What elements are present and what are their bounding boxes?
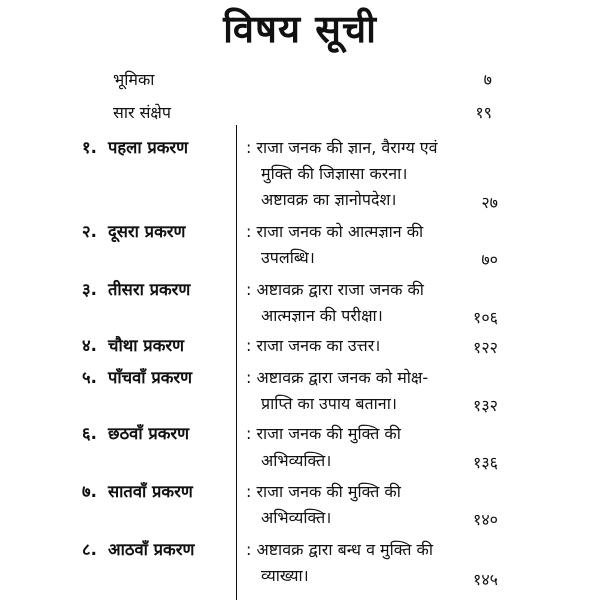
chapter-number: ३. xyxy=(82,280,97,299)
chapter-number: ५. xyxy=(82,368,97,387)
chapter-number: १. xyxy=(82,138,97,157)
chapter-page: ७० xyxy=(481,250,498,269)
chapter-description-line: उपलब्धि। xyxy=(261,248,315,267)
chapter-description-line: : राजा जनक की मुक्ति की xyxy=(246,424,401,443)
chapter-description-line: आत्मज्ञान की परीक्षा। xyxy=(261,306,383,325)
intro-page-bhumika: ७ xyxy=(483,70,492,89)
chapter-page: १२२ xyxy=(473,338,498,357)
chapter-page: १०६ xyxy=(473,308,498,327)
chapter-name: सातवाँ प्रकरण xyxy=(108,482,193,501)
chapter-description-line: : राजा जनक को आत्मज्ञान की xyxy=(246,222,424,241)
chapter-page: १४५ xyxy=(473,570,498,589)
chapter-page: १३६ xyxy=(473,453,498,472)
chapter-name: तीसरा प्रकरण xyxy=(108,280,191,299)
chapter-number: ४. xyxy=(82,336,97,355)
chapter-number: ८. xyxy=(82,540,97,559)
chapter-page: १४० xyxy=(473,510,498,529)
chapter-description-line: : अष्टावक्र द्वारा जनक को मोक्ष- xyxy=(246,368,429,387)
chapter-description-line: : राजा जनक की ज्ञान, वैराग्य एवं xyxy=(246,138,438,157)
chapter-name: आठवाँ प्रकरण xyxy=(108,540,195,559)
intro-label-bhumika: भूमिका xyxy=(113,70,155,89)
chapter-number: ७. xyxy=(82,482,97,501)
chapter-number: ६. xyxy=(82,424,97,443)
chapter-number: २. xyxy=(82,222,97,241)
chapter-description-line: : अष्टावक्र द्वारा राजा जनक की xyxy=(246,280,424,299)
chapter-description-line: : राजा जनक का उत्तर। xyxy=(246,336,381,355)
intro-label-saar: सार संक्षेप xyxy=(113,103,171,122)
chapter-description-line: अभिव्यक्ति। xyxy=(261,508,332,527)
chapter-name: दूसरा प्रकरण xyxy=(108,222,186,241)
chapter-description-line: अभिव्यक्ति। xyxy=(261,451,332,470)
chapter-page: २७ xyxy=(481,193,498,212)
chapter-page: १३२ xyxy=(473,396,498,415)
chapter-name: छठवाँ प्रकरण xyxy=(108,424,190,443)
column-separator xyxy=(236,125,237,600)
chapter-description-line: : अष्टावक्र द्वारा बन्ध व मुक्ति की xyxy=(246,540,433,559)
chapter-description-line: व्याख्या। xyxy=(261,566,309,585)
chapter-name: चौथा प्रकरण xyxy=(108,336,185,355)
chapter-description-line: : राजा जनक की मुक्ति की xyxy=(246,482,401,501)
page-title: विषय सूची xyxy=(223,7,377,51)
chapter-name: पहला प्रकरण xyxy=(108,138,189,157)
chapter-description-line: अष्टावक्र का ज्ञानोपदेश। xyxy=(261,190,397,209)
chapter-description-line: मुक्ति की जिज्ञासा करना। xyxy=(261,164,408,183)
chapter-description-line: प्राप्ति का उपाय बताना। xyxy=(261,394,397,413)
chapter-name: पाँचवाँ प्रकरण xyxy=(108,368,193,387)
intro-page-saar: १९ xyxy=(475,103,492,122)
